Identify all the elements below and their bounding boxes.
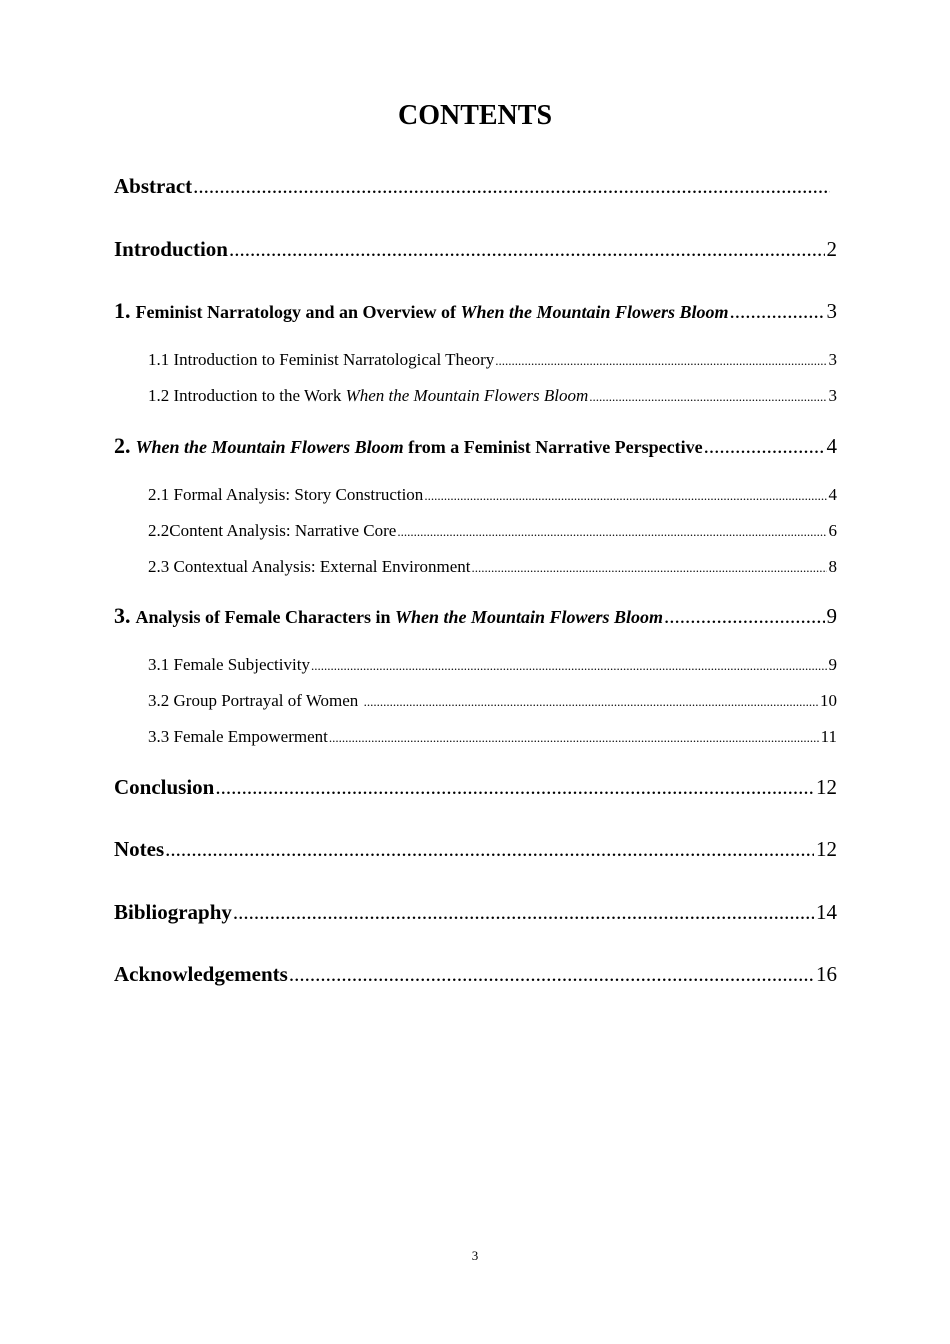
- toc-entry-label: Bibliography: [114, 900, 232, 924]
- page-number: 3: [471, 1248, 479, 1263]
- toc-page-number: 2: [826, 237, 837, 261]
- toc-entry-bibliography[interactable]: [114, 898, 837, 926]
- toc-entry-label: [114, 433, 703, 460]
- chapter-number: 1.: [114, 298, 131, 323]
- toc-entry-abstract[interactable]: [114, 172, 832, 200]
- toc-page-number: 16: [816, 962, 837, 986]
- toc-leader-dots: [215, 773, 814, 801]
- toc-entry-label: [148, 384, 588, 408]
- toc-entry-2-2[interactable]: [148, 519, 837, 544]
- toc-entry-conclusion[interactable]: [114, 773, 837, 801]
- toc-leader-dots: [289, 960, 814, 988]
- work-title: When the Mountain Flowers Bloom: [135, 437, 404, 457]
- page-title: CONTENTS: [397, 100, 553, 131]
- toc-entry-label: Abstract: [114, 174, 193, 198]
- toc-leader-dots: [193, 172, 830, 200]
- toc-leader-dots: [495, 349, 826, 373]
- toc-page-number: 8: [828, 557, 837, 576]
- toc-leader-dots: [311, 654, 827, 678]
- toc-leader-dots: [229, 235, 825, 263]
- toc-entry-label: Introduction: [114, 237, 228, 261]
- toc-entry-label: 3.2 Group Portrayal of Women: [148, 691, 363, 710]
- toc-entry-label: 2.2Content Analysis: Narrative Core: [148, 521, 397, 540]
- toc-entry-label: 1.1 Introduction to Feminist Narratological Theory: [148, 350, 495, 369]
- chapter-number: 2.: [114, 433, 131, 458]
- toc-entry-1-2[interactable]: [148, 384, 837, 409]
- toc-entry-label: 2.1 Formal Analysis: Story Construction: [148, 485, 424, 504]
- toc-leader-dots: [471, 556, 826, 580]
- toc-page-number: 3: [828, 350, 837, 369]
- chapter-number: 3.: [114, 603, 131, 628]
- toc-entry-2-3[interactable]: [148, 555, 837, 580]
- toc-page-number: 9: [826, 604, 837, 628]
- toc-page-number: 6: [828, 521, 837, 540]
- toc-leader-dots: [589, 385, 826, 409]
- toc-entry-3-3[interactable]: [148, 725, 837, 750]
- toc-page-number: 3: [826, 299, 837, 323]
- work-title: When the Mountain Flowers Bloom: [345, 386, 589, 405]
- toc-entry-acknowledgements[interactable]: [114, 960, 837, 988]
- toc-leader-dots: [664, 603, 824, 629]
- toc-page-number: 4: [826, 434, 837, 458]
- toc-page-number: 4: [828, 485, 837, 504]
- toc-entry-notes[interactable]: [114, 835, 837, 863]
- toc-leader-dots: [233, 898, 814, 926]
- toc-page-number: 12: [816, 837, 837, 861]
- toc-leader-dots: [165, 835, 814, 863]
- toc-entry-chapter-2[interactable]: [114, 433, 837, 460]
- toc-entry-label: Conclusion: [114, 775, 215, 799]
- toc-leader-dots: [730, 298, 825, 324]
- toc-entry-chapter-3[interactable]: [114, 603, 837, 630]
- chapter-title-part: from a Feminist Narrative Perspective: [403, 437, 703, 457]
- toc-page-number: 3: [828, 386, 837, 405]
- work-title: When the Mountain Flowers Bloom: [460, 302, 729, 322]
- toc-entry-introduction[interactable]: [114, 235, 837, 263]
- toc-entry-label: 3.1 Female Subjectivity: [148, 655, 310, 674]
- toc-entry-2-1[interactable]: [148, 483, 837, 508]
- toc-page-number: 9: [828, 655, 837, 674]
- section-title-part: 1.2 Introduction to the Work: [148, 386, 346, 405]
- toc-leader-dots: [704, 433, 825, 459]
- chapter-title-part: Analysis of Female Characters in: [135, 607, 395, 627]
- toc-page-number: 12: [816, 775, 837, 799]
- toc-entry-label: 3.3 Female Empowerment: [148, 727, 328, 746]
- toc-entry-label: [114, 298, 729, 325]
- toc-entry-label: 2.3 Contextual Analysis: External Environment: [148, 557, 471, 576]
- toc-entry-3-2[interactable]: [148, 689, 837, 714]
- toc-page-number: 10: [820, 691, 837, 710]
- chapter-title-part: Feminist Narratology and an Overview of: [135, 302, 461, 322]
- toc-entry-1-1[interactable]: [148, 348, 837, 373]
- toc-entry-label: [114, 603, 663, 630]
- toc-entry-chapter-1[interactable]: [114, 298, 837, 325]
- toc-entry-3-1[interactable]: [148, 653, 837, 678]
- toc-entry-label: Acknowledgements: [114, 962, 288, 986]
- toc-entry-label: Notes: [114, 837, 165, 861]
- toc-leader-dots: [424, 484, 826, 508]
- toc-page-number: 11: [820, 727, 837, 746]
- toc-leader-dots: [364, 690, 818, 714]
- toc-page-number: 14: [816, 900, 837, 924]
- toc-leader-dots: [329, 726, 819, 750]
- work-title: When the Mountain Flowers Bloom: [394, 607, 664, 627]
- toc-leader-dots: [397, 520, 826, 544]
